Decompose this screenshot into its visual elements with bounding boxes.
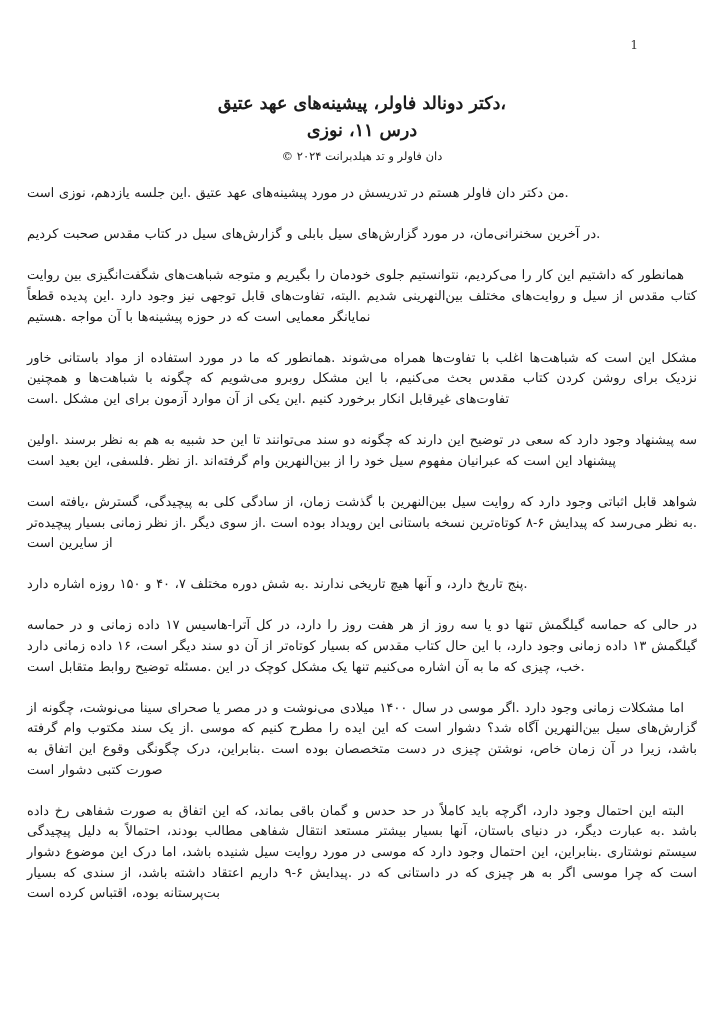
body-paragraph: مشکل این است که شباهت‌ها اغلب با تفاوت‌ها همراه می‌شوند .همانطور که ما در مورد استفاده از مواد باستانی خاور نزدیک برای روشن کردن کتاب مقدس بحث می‌کنیم، با این مشکل روبرو می‌شویم که چگونه با شباهت‌ها و همچنین تفاوت‌های غیرقابل انکار برخورد کنیم .این یکی از آن موارد آزمون برای این مشکل .است (27, 350, 697, 407)
body-paragraph: .در آخرین سخنرانی‌مان، در مورد گزارش‌های سیل بابلی و گزارش‌های سیل در کتاب مقدس صحبت کردیم (27, 227, 601, 243)
body-paragraph: .من دکتر دان فاولر هستم در تدریسش در مورد پیشینه‌های عهد عتیق .این جلسه یازدهم، نوزی است (27, 186, 569, 201)
body-paragraph: شواهد قابل اثباتی وجود دارد که روایت سیل بین‌النهرین با گذشت زمان، از سادگی کلی به پیچیدگی، گسترش ،یافته است .به نظر می‌رسد که پیدایش ۶-۸ کوتاه‌ترین نسخه باستانی این رویداد بوده است .از سوی دیگر .از نظر زمانی بسیار پیچیده‌تر از سایرین است (27, 494, 697, 552)
body-paragraph: اما مشکلات زمانی وجود دارد .اگر موسی در سال ۱۴۰۰ میلادی می‌نوشت و در مصر یا صحرای سینا می‌نوشت، چگونه از گزارش‌های سیل بین‌النهرین آگاه شد؟ دشوار است که این ایده را مطرح کنیم که موسی .از یک سند مکتوب وام گرفته باشد، زیرا در آن زمان خاص، نوشتن چیزی در دست متخصصان بوده است .بنابراین، درک چگونگی وقوع این اتفاق به صورت کتبی دشوار است (27, 700, 697, 778)
document-header (27, 0, 697, 165)
body-paragraph: البته این احتمال وجود دارد، اگرچه باید کاملاً در حد حدس و گمان باقی بماند، که این اتفاق به صورت شفاهی رخ داده باشد .به عبارت دیگر، در دنیای باستان، آنها بسیار بیشتر مستعد انتقال شفاهی مطالب بودند، احتمالاً به دلیل پیچیدگی سیستم نوشتاری .بنابراین، این احتمال وجود دارد که موسی در مورد روایت سیل شنیده باشد، اما درک این موضوع دشوار است که چرا موسی اگر به هر چیزی که در داستانی که در .پیدایش ۶-۹ داریم اعتقاد داشته باشد، از سندی که بسیار بت‌پرستانه بوده، اقتباس کرده است (27, 803, 697, 902)
body-paragraph: در حالی که حماسه گیلگمش تنها دو یا سه روز از هر هفت روز را دارد، در کل آترا-هاسیس ۱۷ داده زمانی و در حماسه گیلگمش ۱۳ داده زمانی وجود دارد، با این حال کتاب مقدس که بسیار کوتاه‌تر از آن دو سند دیگر است، ۱۶ داده زمانی دارد .خب، چیزی که ما به آن اشاره می‌کنیم تنها یک مشکل کوچک در این .مسئله توضیح روابط متقابل است (27, 618, 697, 675)
body-paragraph: سه پیشنهاد وجود دارد که سعی در توضیح این دارند که چگونه دو سند می‌توانند تا این حد شبیه به هم به نظر برسند .اولین پیشنهاد این است که عبرانیان مفهوم سیل خود را از بین‌النهرین وام گرفته‌اند .از نظر .فلسفی، این بعید است (27, 433, 697, 469)
page-number: 1 (630, 38, 638, 52)
document-title-line-2: درس ۱۱، نوزی (306, 121, 418, 141)
document-body (27, 184, 697, 905)
copyright-line: دان فاولر و تد هیلدبرانت ۲۰۲۴ © (281, 149, 443, 163)
body-paragraph: همانطور که داشتیم این کار را می‌کردیم، نتوانستیم جلوی خودمان را بگیریم و متوجه شباهت‌های شگفت‌انگیزی بین روایت کتاب مقدس از سیل و روایت‌های مختلف بین‌النهرینی شدیم .البته، تفاوت‌های قابل توجهی نیز وجود دارد .این پدیده قطعاً نمایانگر معمایی است که در حوزه پیشینه‌ها با آن مواجه .هستیم (27, 268, 697, 325)
document-title-line-1: ،دکتر دونالد فاولر، پیشینه‌های عهد عتیق (217, 94, 507, 114)
body-paragraph: .پنج تاریخ دارد، و آنها هیچ تاریخی ندارند .به شش دوره مختلف ۷، ۴۰ و ۱۵۰ روزه اشاره دارد (27, 577, 528, 593)
